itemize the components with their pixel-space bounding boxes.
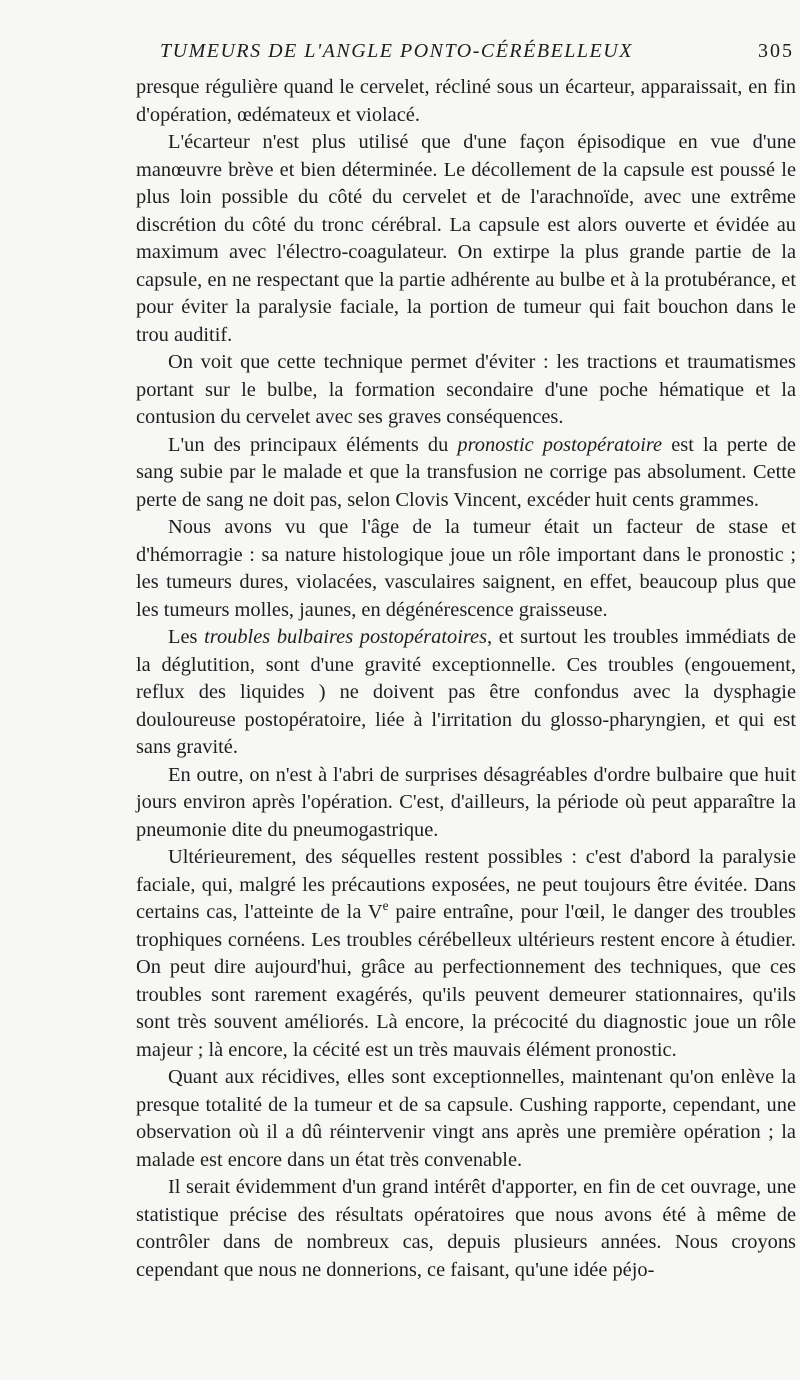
paragraph-3 bbox=[136, 432, 796, 515]
paragraph-6: En outre, on n'est à l'abri de surprises désagréables d'ordre bulbaire que huit jours environ après l'opération. C'est, d'ailleurs, la période où peut apparaître la pneumonie dite du pneumogastrique. bbox=[136, 763, 796, 841]
paragraph-5-emphasis: troubles bulbaires postopératoires bbox=[204, 626, 488, 648]
paragraph-7-text-a: Ultérieurement, des séquelles restent possibles : c'est d'abord la paralysie faciale, qui, malgré les précautions exposées, ne peut toujours être évitée. Dans certains cas, l'atteinte de la V bbox=[136, 846, 796, 923]
paragraph-7 bbox=[136, 844, 796, 1064]
body-text bbox=[136, 74, 796, 1284]
paragraph-2: On voit que cette technique permet d'éviter : les tractions et traumatismes portant sur le bulbe, la formation secondaire d'une poche hématique et la contusion du cervelet avec ses graves conséquences. bbox=[136, 351, 796, 428]
paragraph-3-text-a: L'un des principaux éléments du bbox=[168, 433, 458, 456]
paragraph-8: Quant aux récidives, elles sont exceptionnelles, maintenant qu'on enlève la presque totalité de la tumeur et de sa capsule. Cushing rapporte, cependant, une observation où il a dû réintervenir vingt ans après une première opération ; la malade est encore dans un état très convenable. bbox=[136, 1066, 796, 1171]
paragraph-7-text-b: paire entraîne, pour l'œil, le danger des troubles trophiques cornéens. Les troubles cérébelleux ultérieurs restent encore à étudier. On peut dire aujourd'hui, grâce au perfectionnement des techniques, que ces troubles sont rarement exagérés, qu'ils peuvent demeurer stationnaires, qu'ils sont très souvent améliorés. Là encore, la précocité du diagnostic joue un rôle majeur ; là encore, la cécité est un très mauvais élément pronostic. bbox=[136, 901, 796, 1061]
running-title: TUMEURS DE L'ANGLE PONTO-CÉRÉBELLEUX bbox=[160, 40, 633, 62]
paragraph-0: presque régulière quand le cervelet, récliné sous un écarteur, apparaissait, en fin d'opération, œdémateux et violacé. bbox=[136, 76, 796, 126]
paragraph-5-text-b: , et surtout les troubles immédiats de la déglutition, sont d'une gravité exceptionnelle. Ces troubles (engouement, reflux des liquides ) ne doivent pas être confondus avec la dysphagie douloureuse postopératoire, liée à l'irritation du glosso-pharyngien, et qui est sans gravité. bbox=[136, 626, 796, 758]
paragraph-3-emphasis: pronostic postopératoire bbox=[457, 433, 663, 456]
paragraph-5-text-a: Les bbox=[168, 626, 205, 648]
paragraph-7-superscript: e bbox=[382, 898, 389, 914]
paragraph-5 bbox=[136, 624, 796, 762]
page-header bbox=[136, 40, 796, 68]
paragraph-9: Il serait évidemment d'un grand intérêt d'apporter, en fin de cet ouvrage, une statistique précise des résultats opératoires que nous avons été à même de contrôler dans de nombreux cas, depuis plusieurs années. Nous croyons cependant que nous ne donnerions, ce faisant, qu'une idée péjo- bbox=[136, 1176, 796, 1281]
page-number: 305 bbox=[758, 40, 794, 62]
paragraph-1: L'écarteur n'est plus utilisé que d'une façon épisodique en vue d'une manœuvre brève et bien déterminée. Le décollement de la capsule est poussé le plus loin possible du côté du cervelet et de l'arachnoïde, avec une extrême discrétion du côté du tronc cérébral. La capsule est alors ouverte et évidée au maximum avec l'électro-coagulateur. On extirpe la plus grande partie de la capsule, en ne respectant que la partie adhérente au bulbe et à la protubérance, et pour éviter la paralysie faciale, la portion de tumeur qui fait bouchon dans le trou auditif. bbox=[136, 131, 796, 346]
paragraph-3-text-b: est la perte de sang subie par le malade et que la transfusion ne corrige pas absolument. Cette perte de sang ne doit pas, selon Clovis Vincent, excéder huit cents grammes. bbox=[136, 433, 796, 511]
paragraph-4: Nous avons vu que l'âge de la tumeur était un facteur de stase et d'hémorragie : sa nature histologique joue un rôle important dans le pronostic ; les tumeurs dures, violacées, vasculaires saignent, en effet, beaucoup plus que les tumeurs molles, jaunes, en dégénérescence graisseuse. bbox=[136, 516, 796, 621]
